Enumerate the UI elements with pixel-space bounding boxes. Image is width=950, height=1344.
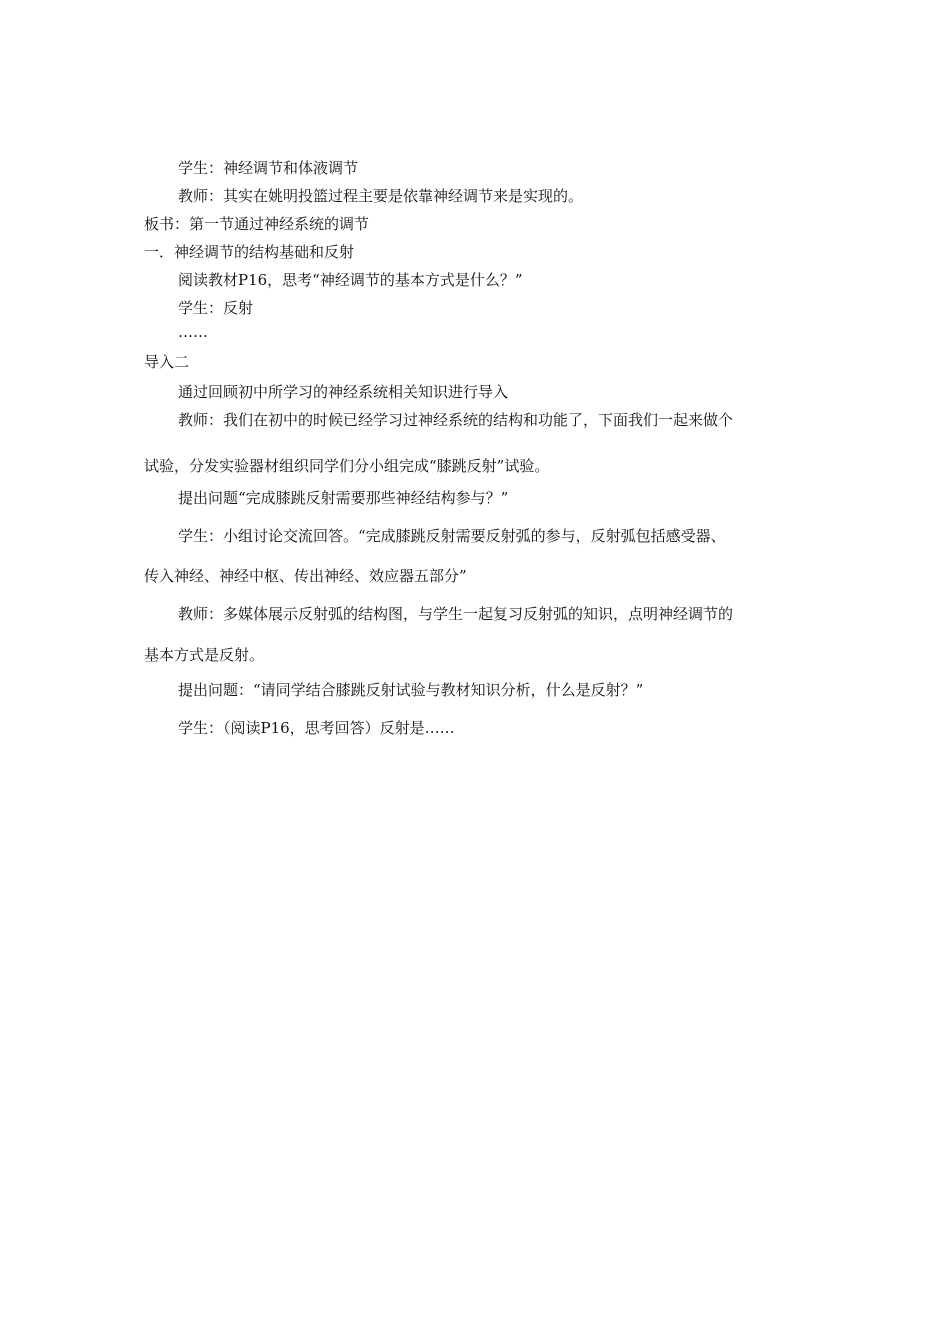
text-line: 提出问题：“请同学结合膝跳反射试验与教材知识分析，什么是反射？” <box>178 681 644 699</box>
text-line: 学生：小组讨论交流回答。“完成膝跳反射需要反射弧的参与，反射弧包括感受器、 <box>178 527 726 545</box>
text-line: 通过回顾初中所学习的神经系统相关知识进行导入 <box>178 383 509 401</box>
text-line: 基本方式是反射。 <box>144 646 265 664</box>
text-line: 传入神经、神经中枢、传出神经、效应器五部分” <box>144 567 467 585</box>
text-line: 教师：多媒体展示反射弧的结构图，与学生一起复习反射弧的知识，点明神经调节的 <box>178 605 734 623</box>
text-line: 学生：反射 <box>178 299 254 317</box>
text-line: 试验，分发实验器材组织同学们分小组完成“膝跳反射”试验。 <box>144 457 550 475</box>
text-line: 学生：（阅读P16，思考回答）反射是…… <box>178 719 455 737</box>
text-line: 学生：神经调节和体液调节 <box>178 159 359 177</box>
text-line: 导入二 <box>144 353 190 371</box>
text-line: 教师：其实在姚明投篮过程主要是依靠神经调节来是实现的。 <box>178 187 584 205</box>
text-line: 教师：我们在初中的时候已经学习过神经系统的结构和功能了，下面我们一起来做个 <box>178 411 734 429</box>
ellipsis-line: …… <box>178 323 208 341</box>
text-line: 提出问题“完成膝跳反射需要那些神经结构参与？” <box>178 489 509 507</box>
section-heading: 一．神经调节的结构基础和反射 <box>144 243 355 261</box>
text-line: 板书：第一节通过神经系统的调节 <box>144 215 370 233</box>
text-line: 阅读教材P16，思考“神经调节的基本方式是什么？” <box>178 271 523 289</box>
